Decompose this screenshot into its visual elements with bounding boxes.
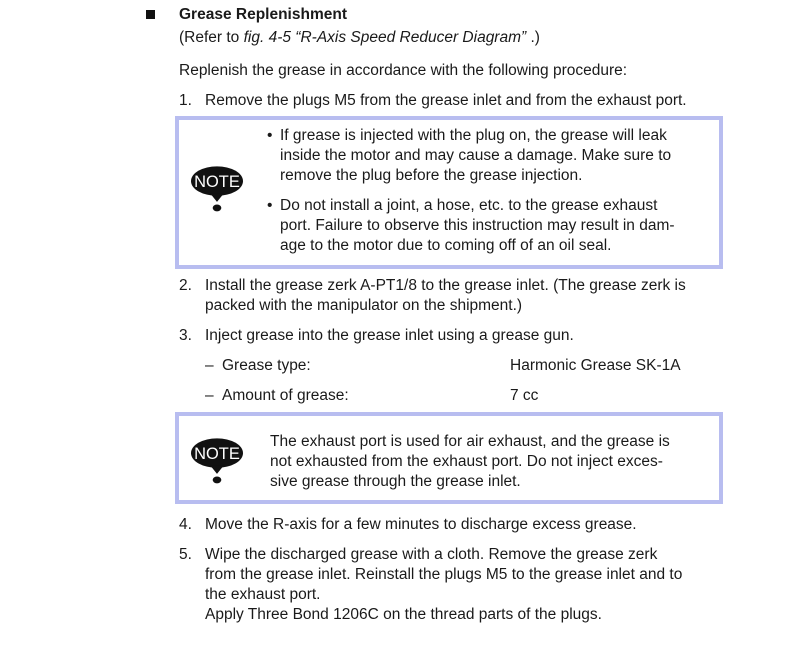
note2-line-1: The exhaust port is used for air exhaust, and the grease is (270, 433, 670, 450)
step-2-line-1: Install the grease zerk A-PT1/8 to the grease inlet. (The grease zerk is (205, 277, 686, 294)
step-5-number: 5. (179, 546, 192, 563)
intro-text: Replenish the grease in accordance with the following procedure: (179, 62, 628, 79)
spec-1-value: Harmonic Grease SK-1A (510, 357, 681, 374)
note1-bullet-2-line-3: age to the motor due to coming off of an oil seal. (280, 237, 612, 254)
note-box-2 (175, 412, 723, 504)
note1-bullet-1-line-2: inside the motor and may cause a damage. Make sure to (280, 147, 672, 164)
section-bullet-icon (146, 10, 155, 19)
spec-1-label: Grease type: (222, 357, 311, 374)
refer-prefix: (Refer to (179, 29, 244, 46)
step-1-text: Remove the plugs M5 from the grease inlet and from the exhaust port. (205, 92, 687, 109)
note2-line-2: not exhausted from the exhaust port. Do not inject exces- (270, 453, 663, 470)
note1-bullet-2-line-1: Do not install a joint, a hose, etc. to the grease exhaust (280, 197, 658, 214)
note1-bullet-1-line-3: remove the plug before the grease injection. (280, 167, 583, 184)
step-4-number: 4. (179, 516, 192, 533)
spec-1-dash: – (205, 357, 214, 374)
step-4-text: Move the R-axis for a few minutes to discharge excess grease. (205, 516, 637, 533)
step-2-number: 2. (179, 277, 192, 294)
step-5-line-3: the exhaust port. (205, 586, 321, 603)
step-5-line-1: Wipe the discharged grease with a cloth. Remove the grease zerk (205, 546, 658, 563)
step-3-text: Inject grease into the grease inlet using a grease gun. (205, 327, 574, 344)
refer-fig: fig. 4-5 (243, 29, 291, 46)
note-icon (185, 162, 249, 214)
note-icon-label: NOTE (194, 173, 240, 192)
spec-2-value: 7 cc (510, 387, 539, 404)
note1-bullet-2-mark: • (267, 197, 273, 214)
note1-bullet-1-line-1: If grease is injected with the plug on, the grease will leak (280, 127, 667, 144)
note-icon-label: NOTE (194, 445, 240, 464)
step-5-line-4: Apply Three Bond 1206C on the thread parts of the plugs. (205, 606, 602, 623)
note-box-1 (175, 116, 723, 269)
refer-suffix: .) (526, 29, 540, 46)
section-title: Grease Replenishment (179, 6, 347, 23)
step-2-line-2: packed with the manipulator on the shipment.) (205, 297, 523, 314)
note1-bullet-1-mark: • (267, 127, 273, 144)
note2-line-3: sive grease through the grease inlet. (270, 473, 521, 490)
refer-title: “R-Axis Speed Reducer Diagram” (291, 29, 527, 46)
spec-2-dash: – (205, 387, 214, 404)
note-icon (185, 434, 249, 486)
note1-bullet-2-line-2: port. Failure to observe this instruction may result in dam- (280, 217, 675, 234)
step-3-number: 3. (179, 327, 192, 344)
spec-2-label: Amount of grease: (222, 387, 349, 404)
step-1-number: 1. (179, 92, 192, 109)
figure-reference (179, 28, 540, 48)
step-5-line-2: from the grease inlet. Reinstall the plugs M5 to the grease inlet and to (205, 566, 683, 583)
